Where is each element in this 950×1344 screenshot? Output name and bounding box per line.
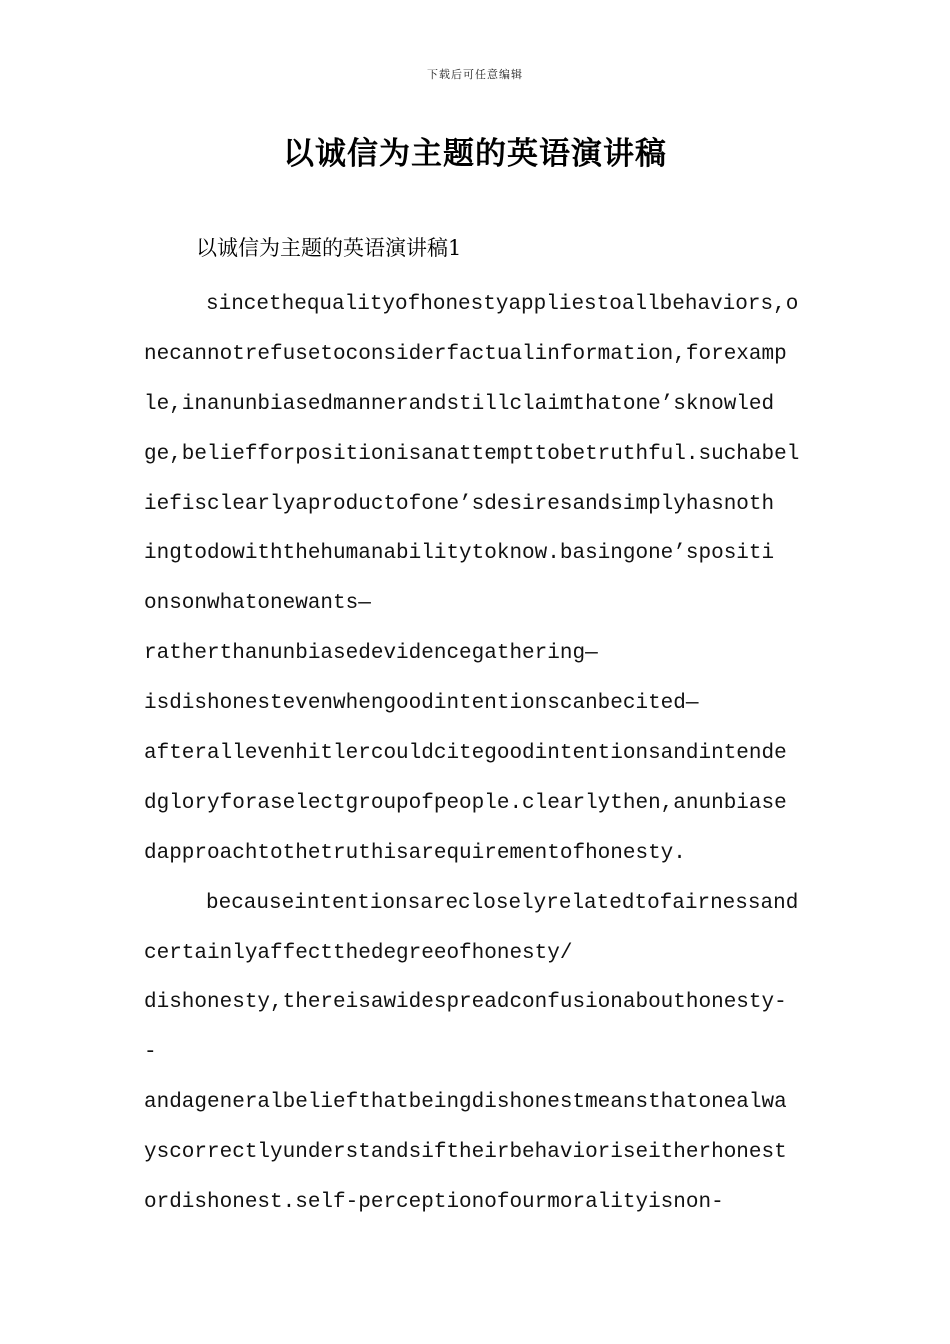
text-line: - — [144, 1041, 157, 1065]
header-note: 下载后可任意编辑 — [427, 68, 523, 81]
text-line: becauseintentionsarecloselyrelatedtofairnessand — [206, 891, 799, 915]
text-line: ge,beliefforpositionisanattempttobetruthful.suchabel — [144, 442, 800, 466]
body-text — [144, 280, 824, 1228]
text-line: dapproachtothetruthisarequirementofhonesty. — [144, 841, 686, 865]
text-line: dgloryforaselectgroupofpeople.clearlythen,anunbiase — [144, 791, 787, 815]
text-line: isdishonestevenwhengoodintentionscanbecited— — [144, 692, 699, 716]
text-line: le,inanunbiasedmannerandstillclaimthatone’sknowled — [144, 392, 775, 416]
text-line: iefisclearlyaproductofone’sdesiresandsimplyhasnoth — [144, 492, 775, 516]
text-line: yscorrectlyunderstandsiftheirbehavioriseitherhonest — [144, 1141, 787, 1165]
document-title: 以诚信为主题的英语演讲稿 — [283, 136, 667, 172]
text-line: ingtodowiththehumanabilitytoknow.basingone’spositi — [144, 542, 775, 566]
text-line: afterallevenhitlercouldcitegoodintentionsandintende — [144, 742, 787, 766]
text-line: andageneralbeliefthatbeingdishonestmeansthatonealwa — [144, 1091, 787, 1115]
text-line: sincethequalityofhonestyappliestoallbehaviors,o — [206, 293, 799, 316]
text-line: certainlyaffectthedegreeofhonesty/ — [144, 941, 573, 965]
text-line: ordishonest.self-perceptionofourmoralityisnon- — [144, 1191, 724, 1215]
text-line: ratherthanunbiasedevidencegathering— — [144, 642, 598, 666]
text-line: necannotrefusetoconsiderfactualinformation,forexamp — [144, 342, 787, 366]
section-heading: 以诚信为主题的英语演讲稿1 — [196, 236, 462, 260]
text-line: dishonesty,thereisawidespreadconfusionabouthonesty- — [144, 991, 787, 1015]
text-line: onsonwhatonewants— — [144, 592, 371, 616]
